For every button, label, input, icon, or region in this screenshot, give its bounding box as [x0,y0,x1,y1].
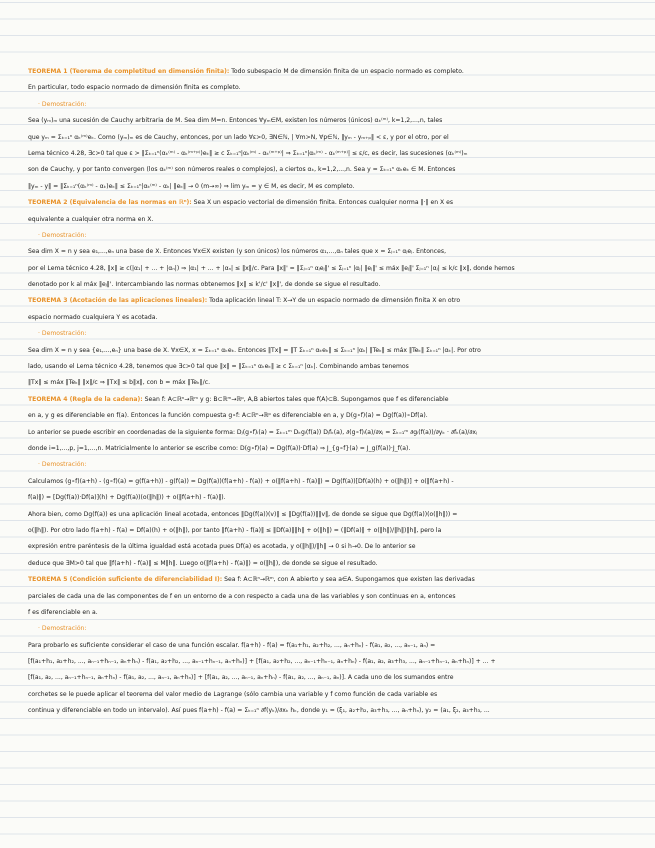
text-line: Lema técnico 4.28, ∃c>0 tal que ε > ‖Σₖ₌₁ⁿ(αₖ⁽ᵐ⁾ - αₖ⁽ᵐ⁺ᵖ⁾)eₖ‖ ≥ c Σₖ₌₁ⁿ|αₖ⁽ᵐ⁾ - αₖ⁽ᵐ⁺ᵖ⁾| ⇒ Σₖ₌₁ⁿ|αₖ⁽ᵐ⁾ - αₖ⁽ᵐ⁺ᵖ⁾| ≤ ε/c, es decir, las sucesiones (αₖ⁽ᵐ⁾)ₘ [28,149,468,157]
text-line: en a, y g es diferenciable en f(a). Entonces la función compuesta g∘f: A⊂ℝⁿ→ℝᵖ es diferenciable en a, y D(g∘f)(a) = Dg(f(a))∘Df(a). [28,412,428,420]
theorem-statement [28,392,632,408]
text-line: espacio normado cualquiera Y es acotada. [28,313,158,321]
text-line: o(‖h‖). Por otro lado f(a+h) - f(a) = Df(a)(h) + o(‖h‖), por tanto ‖f(a+h) - f(a)‖ ≤ ‖Df(a)‖‖h‖ + o(‖h‖) = (‖Df(a)‖ + o(‖h‖)/‖h‖)‖h‖, pero la [28,526,442,534]
text-line: denotado por k al máx ‖eⱼ‖'. Intercambiando las normas obtenemos ‖x‖ ≤ k'/c' ‖x‖', de donde se sigue el resultado. [28,281,381,289]
theorem-text: Toda aplicación lineal T: X→Y de un espacio normado de dimensión finita X en otro [207,297,461,305]
proof-heading: · Demostración: [38,231,87,239]
proof-heading: · Demostración: [38,100,87,108]
text-line: En particular, todo espacio normado de dimensión finita es completo. [28,84,241,92]
text-line: f(a)‖) = [Dg(f(a))·Df(a)](h) + Dg(f(a))(o(‖h‖)) + o(‖f(a+h) - f(a)‖). [28,494,226,502]
theorem-statement [28,64,632,80]
text-line: ‖yₘ - y‖ = ‖Σₖ₌₁ⁿ(αₖ⁽ᵐ⁾ - αₖ)eₖ‖ ≤ Σₖ₌₁ⁿ|αₖ⁽ᵐ⁾ - αₖ| ‖eₖ‖ → 0 (m→∞) ⇒ lim yₘ = y ∈ M, es decir, M es completo. [28,182,355,190]
text-line: Sea (yₘ)ₘ una sucesión de Cauchy arbitraria de M. Sea dim M=n. Entonces ∀yₘ∈M, existen los números (únicos) αₖ⁽ᵐ⁾, k=1,2,...,n, tales [28,117,443,125]
theorem-text: Todo subespacio M de dimensión finita de un espacio normado es completo. [229,68,464,75]
theorem-title: TEOREMA 3 (Acotación de las aplicaciones lineales): [28,297,208,305]
text-line: lado, usando el Lema técnico 4.28, tenemos que ∃c>0 tal que ‖x‖ = ‖Σₖ₌₁ⁿ αₖeₖ‖ ≥ c Σₖ₌₁ⁿ |αₖ|. Combinando ambas tenemos [28,363,409,371]
proof-heading: · Demostración: [38,461,87,469]
text-line: deduce que ∃M>0 tal que ‖f(a+h) - f(a)‖ ≤ M‖h‖. Luego o(‖f(a+h) - f(a)‖) = o(‖h‖), de donde se sigue el resultado. [28,559,378,567]
text-line: Para probarlo es suficiente considerar el caso de una función escalar. f(a+h) - f(a) = f(a₁+h₁, a₂+h₂, ..., aₙ+hₙ) - f(a₁, a₂, ..., aₙ₋₁, aₙ) = [28,641,436,649]
text-line: equivalente a cualquier otra norma en X. [28,215,154,223]
theorem-text: Sean f: A⊂ℝⁿ→ℝᵐ y g: B⊂ℝᵐ→ℝᵖ, A,B abiertos tales que f(A)⊂B. Supongamos que f es diferenciable [142,395,449,403]
text-line: Sea dim X = n y sea {e₁,...,eₙ} una base de X. ∀x∈X, x = Σₖ₌₁ⁿ αₖeₖ. Entonces ‖Tx‖ = ‖T Σₖ₌₁ⁿ αₖeₖ‖ ≤ Σₖ₌₁ⁿ |αₖ| ‖Teₖ‖ ≤ máx ‖Teₖ‖ Σₖ₌₁ⁿ |αₖ|. Por otro [28,346,481,354]
theorem-text: Sea X un espacio vectorial de dimensión finita. Entonces cualquier norma ‖·‖ en X es [191,199,454,207]
text-line: que yₘ = Σₖ₌₁ⁿ αₖ⁽ᵐ⁾eₖ. Como (yₘ)ₘ es de Cauchy, entonces, por un lado ∀ε>0, ∃N∈ℕ, | ∀m>N, ∀p∈ℕ, ‖yₘ - yₘ₊ₚ‖ < ε, y por el otro, por el [28,133,449,141]
theorem-title: TEOREMA 5 (Condición suficiente de diferenciabilidad I): [28,576,223,584]
theorem-title: TEOREMA 2 (Equivalencia de las normas en ℝⁿ): [28,199,192,207]
text-line: parciales de cada una de las componentes de f en un entorno de a con respecto a cada una de las variables y son continuas en a, entonces [28,592,456,600]
theorem-statement [28,572,632,588]
text-line: Calculamos (g∘f)(a+h) - (g∘f)(a) = g(f(a+h)) - g(f(a)) = Dg(f(a))(f(a+h) - f(a)) + o(‖f(a+h) - f(a)‖) = Dg(f(a))[Df(a)(h) + o(‖h‖)] + o(‖f(a+h) - [28,477,454,485]
text-line: ‖Tx‖ ≤ máx ‖Teₖ‖ ‖x‖/c ⇒ ‖Tx‖ ≤ b‖x‖, con b = máx ‖Teₖ‖/c. [28,379,211,387]
text-line: [f(a₁, a₂, ..., aₙ₋₁+hₙ₋₁, aₙ+hₙ) - f(a₁, a₂, ..., aₙ₋₁, aₙ+hₙ)] + [f(a₁, a₂, ..., aₙ₋₁, aₙ+hₙ) - f(a₁, a₂, ..., aₙ₋₁, aₙ)]. A cada uno de los sumandos entre [28,674,454,682]
text-line: [f(a₁+h₁, a₂+h₂, ..., aₙ₋₁+hₙ₋₁, aₙ+hₙ) - f(a₁, a₂+h₂, ..., aₙ₋₁+hₙ₋₁, aₙ+hₙ)] + [f(a₁, a₂+h₂, ..., aₙ₋₁+hₙ₋₁, aₙ+hₙ) - f(a₁, a₂, a₃+h₃, ..., aₙ₋₁+hₙ₋₁, aₙ+hₙ)] + ... + [28,658,496,666]
proof-heading: · Demostración: [38,625,87,633]
theorem-text: Sea f: A⊂ℝⁿ→ℝᵐ, con A abierto y sea a∈A. Supongamos que existen las derivadas [222,576,475,584]
document-body [28,64,632,720]
text-line: son de Cauchy, y por tanto convergen (los αₖ⁽ᵐ⁾ son números reales o complejos), a ciertos αₖ, k=1,2,...,n. Sea y = Σₖ₌₁ⁿ αₖeₖ ∈ M. Entonces [28,166,456,174]
text-line: expresión entre paréntesis de la última igualdad está acotada pues Df(a) es acotada, y o(‖h‖)/‖h‖ → 0 si h→0. De lo anterior se [28,543,416,551]
text-line: por el Lema técnico 4.28, ‖x‖ ≥ c(|α₁| + ... + |αₙ|) ⇒ |α₁| + ... + |αₙ| ≤ ‖x‖/c. Para ‖x‖' = ‖Σⱼ₌₁ⁿ αⱼeⱼ‖' ≤ Σⱼ₌₁ⁿ |αⱼ| ‖eⱼ‖' ≤ máx ‖eⱼ‖' Σⱼ₌₁ⁿ |αⱼ| ≤ k/c ‖x‖, donde hemos [28,264,515,272]
proof-heading: · Demostración: [38,330,87,338]
text-line: Lo anterior se puede escribir en coordenadas de la siguiente forma: Dⱼ(g∘f)ᵢ(a) = Σₖ₌₁ᵐ Dₖgᵢ(f(a)) Dⱼfₖ(a), ∂(g∘f)ᵢ(a)/∂xⱼ = Σₖ₌₁ᵐ ∂gᵢ(f(a))/∂yₖ · ∂fₖ(a)/∂xⱼ [28,428,478,436]
text-line: f es diferenciable en a. [28,608,98,616]
theorem-title: TEOREMA 4 (Regla de la cadena): [28,395,143,403]
theorem-statement [28,293,632,309]
text-line: Ahora bien, como Dg(f(a)) es una aplicación lineal acotada, entonces ‖Dg(f(a))(v)‖ ≤ ‖Dg(f(a))‖‖v‖, de donde se sigue que Dg(f(a))(o(‖h‖)) = [28,510,458,518]
theorem-title: TEOREMA 1 (Teorema de completitud en dimensión finita): [28,68,230,75]
text-line: continua y diferenciable en todo un intervalo). Así pues f(a+h) - f(a) = Σₖ₌₁ⁿ ∂f(yₖ)/∂xₖ hₖ, donde y₁ = (ξ₁, a₂+h₂, a₃+h₃, ..., aₙ+hₙ), y₂ = (a₁, ξ₂, a₃+h₃, ... [28,707,490,715]
text-line: Sea dim X = n y sea e₁,...,eₙ una base de X. Entonces ∀x∈X existen (y son únicos) los números α₁,...,αₙ tales que x = Σⱼ₌₁ⁿ αⱼeⱼ. Entonces, [28,248,447,256]
text-line: corchetes se le puede aplicar el teorema del valor medio de Lagrange (sólo cambia una variable y f como función de cada variable es [28,690,438,698]
text-line: donde i=1,...,p, j=1,...,n. Matricialmente lo anterior se escribe como: D(g∘f)(a) = Dg(f(a))·Df(a) ⇒ J_{g∘f}(a) = J_g(f(a))·J_f(a). [28,444,411,452]
theorem-statement [28,195,632,211]
